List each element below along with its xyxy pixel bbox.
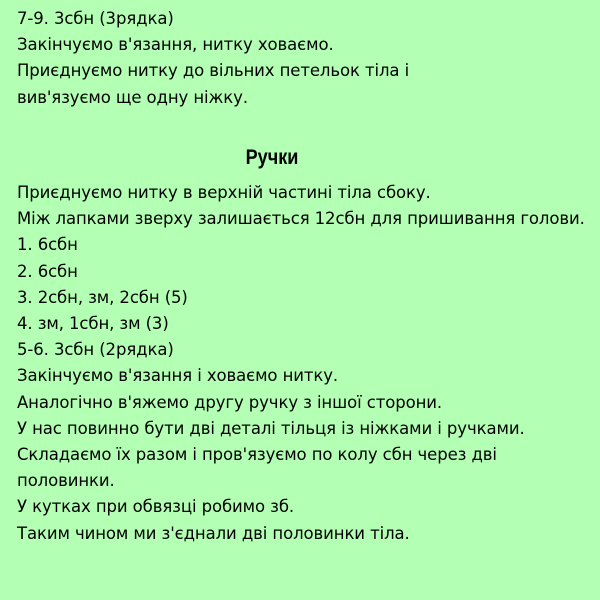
text-line: Аналогічно в'яжемо другу ручку з іншої сторони. xyxy=(17,392,443,412)
text-line: 1. 6сбн xyxy=(17,235,78,255)
text-line: 3. 2сбн, зм, 2сбн (5) xyxy=(17,287,188,307)
text-line: 4. зм, 1сбн, зм (3) xyxy=(17,314,169,334)
intro-text-block xyxy=(17,6,409,111)
text-line: Складаємо їх разом і пров'язуємо по колу сбн через дві xyxy=(17,445,497,465)
text-line: У нас повинно бути дві деталі тільця із ніжками і ручками. xyxy=(17,418,525,438)
text-line: Таким чином ми з'єднали дві половинки тіла. xyxy=(17,523,410,543)
instructions-text-block xyxy=(17,180,585,547)
text-line: Приєднуємо нитку в верхній частині тіла сбоку. xyxy=(17,183,431,202)
text-line: Приєднуємо нитку до вільних петельок тіла і xyxy=(17,61,410,81)
text-line: Між лапками зверху залишається 12сбн для пришивання голови. xyxy=(17,209,585,229)
text-line: 2. 6сбн xyxy=(17,261,78,281)
section-heading: Ручки xyxy=(245,146,299,169)
text-line: Закінчуємо в'язання і ховаємо нитку. xyxy=(17,366,339,386)
text-line: 7-9. 3сбн (3рядка) xyxy=(17,9,174,28)
text-line: У кутках при обвязці робимо зб. xyxy=(17,497,295,517)
text-line: Закінчуємо в'язання, нитку ховаємо. xyxy=(17,35,334,55)
text-line: вив'язуємо ще одну ніжку. xyxy=(17,87,248,107)
text-line: 5-6. 3сбн (2рядка) xyxy=(17,340,174,360)
text-line: половинки. xyxy=(17,471,115,491)
